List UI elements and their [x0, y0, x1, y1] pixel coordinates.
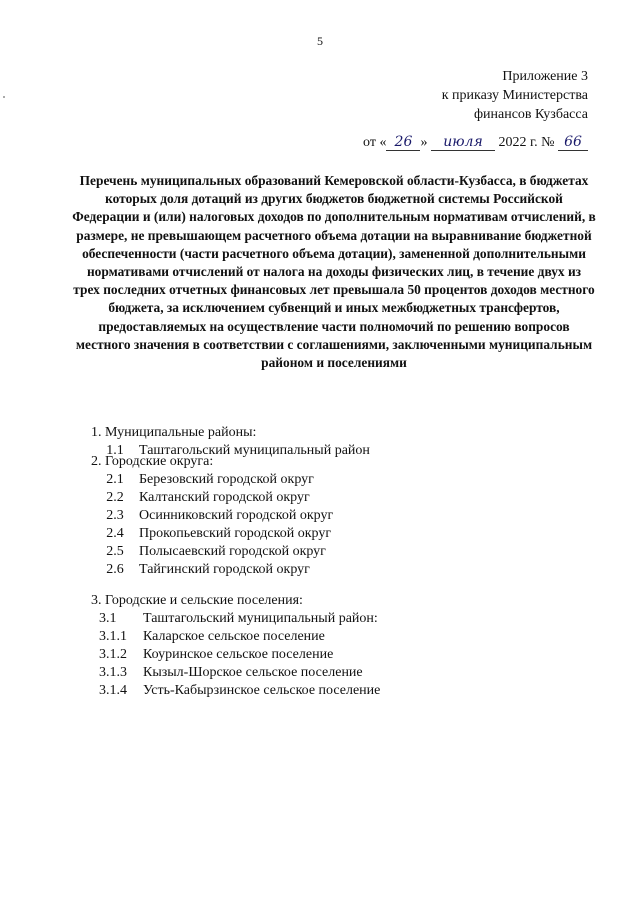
- appendix-line-1: Приложение 3: [502, 69, 588, 84]
- item-number: 2.5: [106, 544, 124, 559]
- item-number: 2.2: [106, 490, 124, 505]
- item-number: 3.1.1: [99, 629, 127, 644]
- item-text: Березовский городской округ: [139, 472, 314, 487]
- order-day-handwritten: 26: [386, 134, 420, 151]
- order-from-label: от: [363, 135, 376, 150]
- item-text: Осинниковский городской округ: [139, 508, 334, 523]
- order-date-line: [363, 134, 588, 151]
- item-text: Таштагольский муниципальный район:: [143, 611, 378, 626]
- item-number: 3.1.2: [99, 647, 127, 662]
- item-text: Калтанский городской округ: [139, 490, 310, 505]
- page-number: 5: [317, 34, 323, 48]
- list-item: [91, 664, 380, 682]
- list-item: [91, 561, 333, 579]
- item-number: 1.1: [106, 443, 124, 458]
- order-number-label: №: [541, 135, 555, 150]
- list-item: [91, 471, 333, 489]
- section-settlements: [91, 592, 380, 700]
- list-item: [91, 543, 333, 561]
- item-number: 3.1: [99, 611, 117, 626]
- item-text: Прокопьевский городской округ: [139, 526, 332, 541]
- item-text: Коуринское сельское поселение: [143, 647, 334, 662]
- list-item: [91, 628, 380, 646]
- list-item: [91, 646, 380, 664]
- quote-open: «: [379, 135, 387, 150]
- order-year-suffix: г.: [529, 135, 538, 150]
- item-text: Полысаевский городской округ: [139, 544, 326, 559]
- quote-close: »: [420, 135, 428, 150]
- list-item: [91, 682, 380, 700]
- item-text: Усть-Кабырзинское сельское поселение: [143, 683, 381, 698]
- order-number-handwritten: 66: [558, 134, 588, 151]
- appendix-line-3: финансов Кузбасса: [473, 107, 588, 122]
- item-number: 2.1: [106, 472, 124, 487]
- item-number: 3.1.3: [99, 665, 127, 680]
- list-item: [91, 610, 380, 628]
- section-city-districts: [91, 453, 333, 579]
- list-item: [91, 489, 333, 507]
- section-heading: 2. Городские округа:: [91, 454, 214, 469]
- appendix-line-2: к приказу Министерства: [441, 88, 588, 103]
- document-title: Перечень муниципальных образований Кемеровской области-Кузбасса, в бюджетах которых доля дотаций из других бюджетов бюджетной системы Российской Федерации и (или) налоговых доходов по дополнительным нормативам отчислений, в размере, не превышающем расчетного объема дотации на выравнивание бюджетной обеспеченности (части расчетного объема дотации), замененной дополнительными нормативами отчислений от налога на доходы физических лиц, в течение двух из трех последних отчетных финансовых лет превышала 50 процентов доходов местного бюджета, за исключением субвенций и иных межбюджетных трансфертов, предоставляемых на осуществление части полномочий по решению вопросов местного значения в соответствии с соглашениями, заключенными муниципальным районом и поселениями: [72, 173, 596, 371]
- item-number: 3.1.4: [99, 683, 127, 698]
- list-item: [91, 507, 333, 525]
- appendix-header: [442, 67, 588, 124]
- section-heading: 3. Городские и сельские поселения:: [91, 593, 303, 608]
- item-number: 2.6: [106, 562, 124, 577]
- item-text: Каларское сельское поселение: [143, 629, 325, 644]
- section-heading: 1. Муниципальные районы:: [91, 425, 257, 440]
- order-year: 2022: [498, 135, 527, 150]
- order-month-handwritten: июля: [431, 134, 495, 151]
- item-text: Тайгинский городской округ: [139, 562, 310, 577]
- item-number: 2.4: [106, 526, 124, 541]
- item-text: Кызыл-Шорское сельское поселение: [143, 665, 363, 680]
- scan-mark: [3, 96, 5, 98]
- list-item: [91, 525, 333, 543]
- item-text: Таштагольский муниципальный район: [139, 443, 370, 458]
- item-number: 2.3: [106, 508, 124, 523]
